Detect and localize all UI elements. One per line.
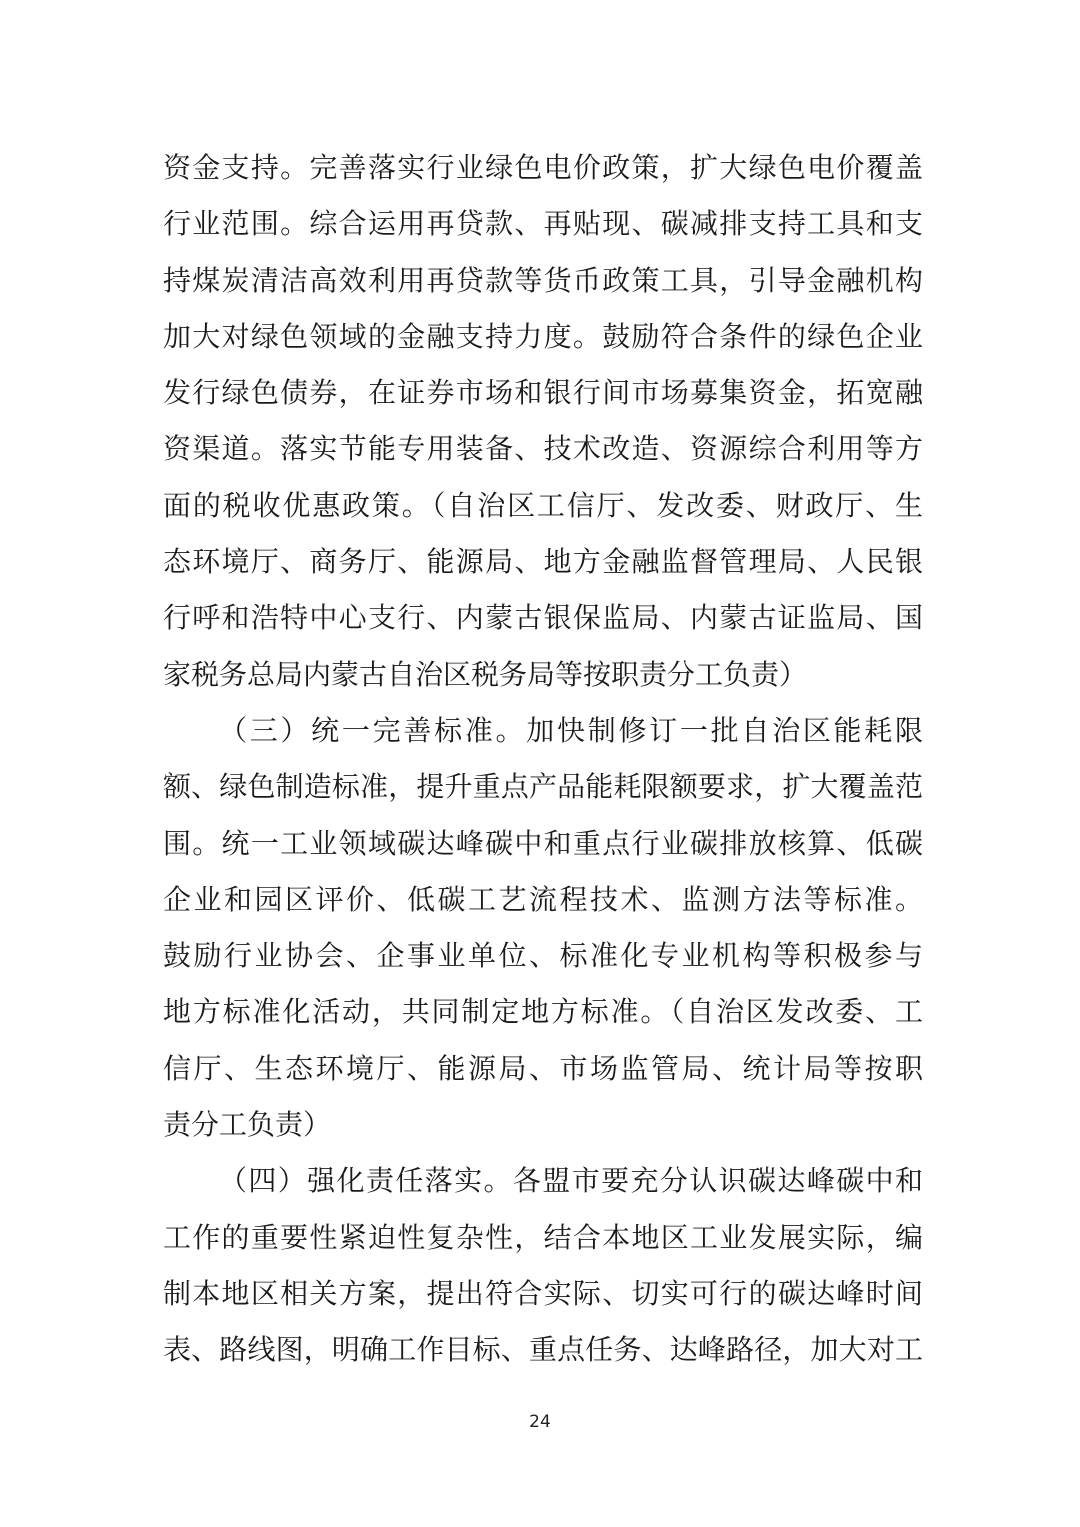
text-line: 持煤炭清洁高效利用再贷款等货币政策工具，引导金融机构 [163, 263, 923, 297]
text-line: 发行绿色债券，在证券市场和银行间市场募集资金，拓宽融 [163, 376, 923, 410]
text-line: 企业和园区评价、低碳工艺流程技术、监测方法等标准。 [163, 882, 923, 916]
section-heading-line: （三）统一完善标准。加快制修订一批自治区能耗限 [219, 713, 923, 747]
text-line: 围。统一工业领域碳达峰碳中和重点行业碳排放核算、低碳 [163, 826, 923, 860]
text-line: 加大对绿色领域的金融支持力度。鼓励符合条件的绿色企业 [163, 319, 923, 353]
text-line: 表、路线图，明确工作目标、重点任务、达峰路径，加大对工 [163, 1333, 923, 1367]
text-line: 信厅、生态环境厅、能源局、市场监管局、统计局等按职 [163, 1051, 923, 1085]
text-line: 工作的重要性紧迫性复杂性，结合本地区工业发展实际，编 [163, 1220, 923, 1254]
text-line: 家税务总局内蒙古自治区税务局等按职责分工负责） [163, 657, 808, 691]
text-line: 态环境厅、商务厅、能源局、地方金融监督管理局、人民银 [163, 545, 923, 579]
page-number: 24 [529, 1412, 551, 1432]
body-text [163, 140, 923, 1379]
text-line: 鼓励行业协会、企事业单位、标准化专业机构等积极参与 [163, 939, 923, 973]
text-line: 资金支持。完善落实行业绿色电价政策，扩大绿色电价覆盖 [163, 151, 923, 184]
text-line: 责分工负责） [163, 1108, 332, 1142]
text-line: 行业范围。综合运用再贷款、再贴现、碳减排支持工具和支 [163, 207, 923, 241]
text-line: 额、绿色制造标准，提升重点产品能耗限额要求，扩大覆盖范 [163, 770, 923, 804]
text-line: 资渠道。落实节能专用装备、技术改造、资源综合利用等方 [163, 432, 923, 466]
text-line: 行呼和浩特中心支行、内蒙古银保监局、内蒙古证监局、国 [163, 601, 923, 635]
text-line: 面的税收优惠政策。（自治区工信厅、发改委、财政厅、生 [163, 488, 923, 522]
text-line: 地方标准化活动，共同制定地方标准。（自治区发改委、工 [163, 995, 923, 1029]
section-heading-line: （四）强化责任落实。各盟市要充分认识碳达峰碳中和 [219, 1164, 923, 1198]
text-line: 制本地区相关方案，提出符合实际、切实可行的碳达峰时间 [163, 1276, 923, 1310]
